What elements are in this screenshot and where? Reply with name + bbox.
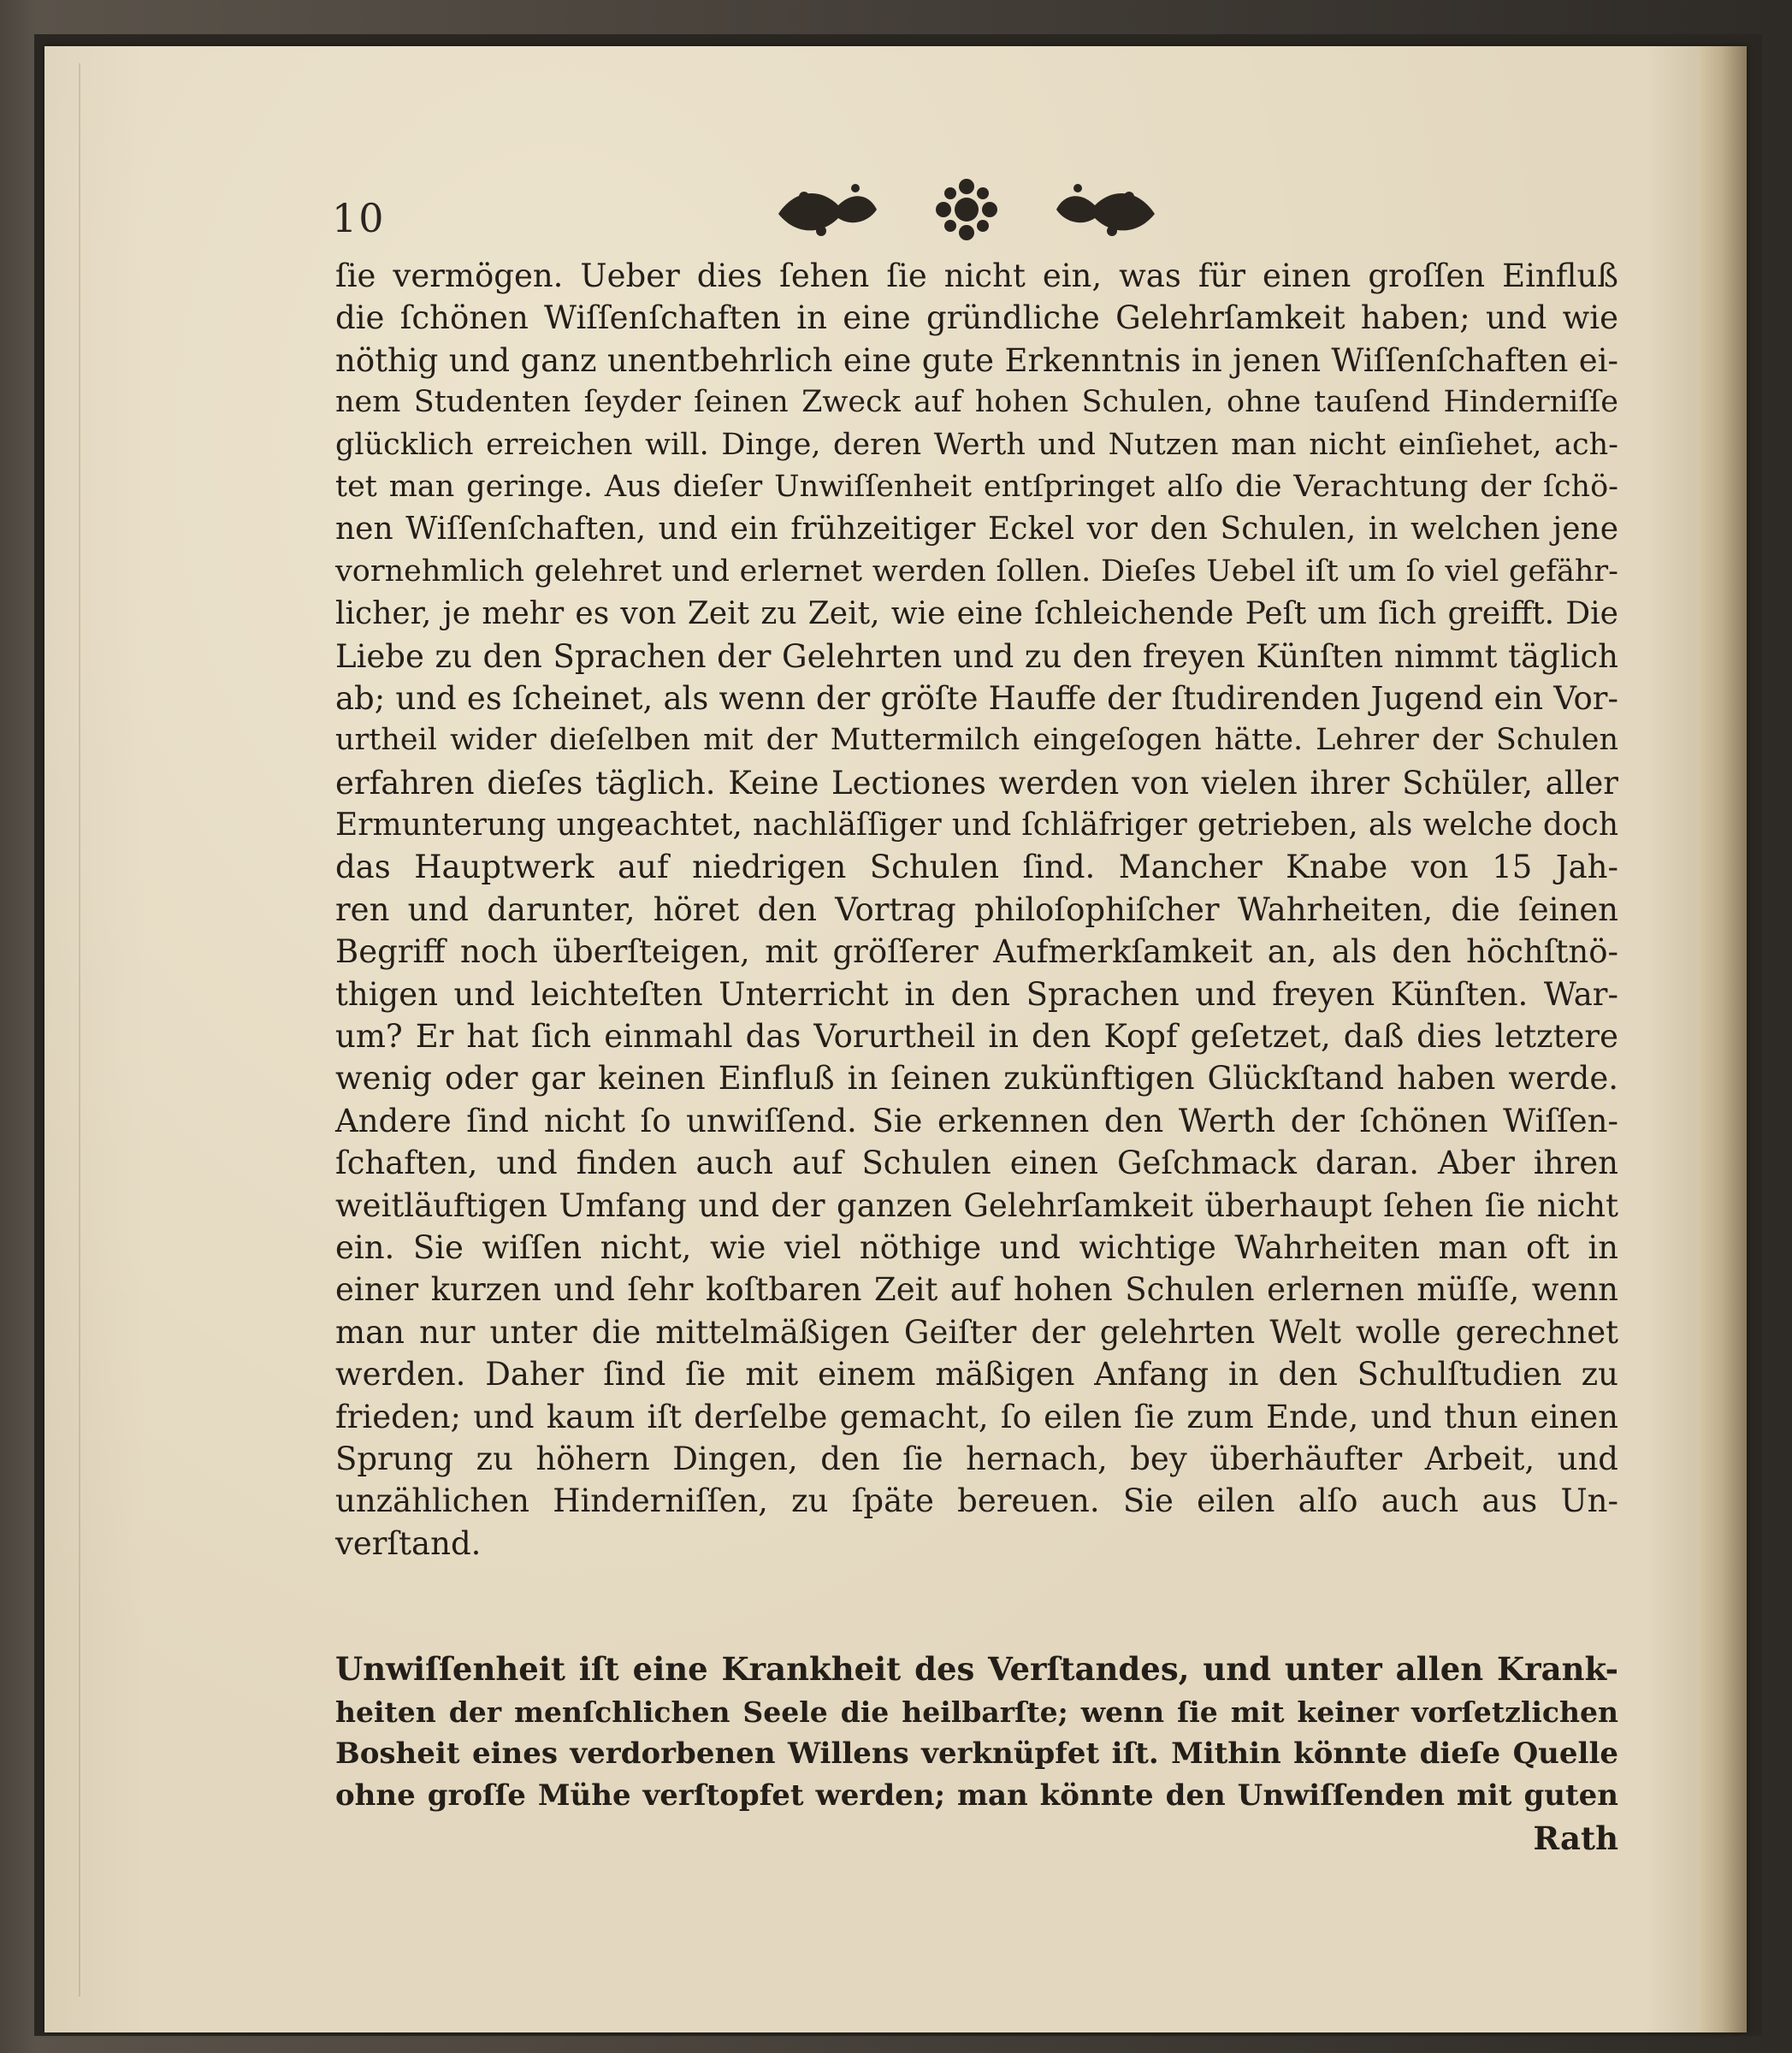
body-text — [335, 255, 1618, 1860]
page-fold-line — [79, 63, 80, 1997]
text-line: verſtand. — [335, 1524, 482, 1562]
text-line: vornehmlich gelehret und erlernet werden ſollen. Dieſes Uebel iſt um ſo viel gefähr- — [335, 553, 1618, 589]
text-line: werden. Daher ſind ſie mit einem mäßigen Anfang in den Schulſtudien zu — [335, 1356, 1618, 1393]
text-line: ohne groſſe Mühe verſtopfet werden; man könnte den Unwiſſenden mit guten — [335, 1778, 1618, 1813]
page-edge — [1697, 46, 1747, 2032]
text-line: glücklich erreichen will. Dinge, deren Werth und Nutzen man nicht einſiehet, ach- — [335, 427, 1618, 462]
text-line: Unwiſſenheit iſt eine Krankheit des Verſtandes, und unter allen Krank- — [335, 1650, 1618, 1689]
text-line: die ſchönen Wiſſenſchaften in eine gründliche Gelehrſamkeit haben; und wie — [335, 299, 1618, 337]
text-line: tet man geringe. Aus dieſer Unwiſſenheit entſpringet alſo die Verachtung der ſchö- — [335, 469, 1618, 504]
text-line: um? Er hat ſich einmahl das Vorurtheil in den Kopf geſetzet, daß dies letztere — [335, 1018, 1618, 1056]
text-line: nem Studenten ſeyder ſeinen Zweck auf hohen Schulen, ohne tauſend Hinderniſſe — [335, 385, 1618, 420]
text-line: das Hauptwerk auf niedrigen Schulen ſind. Mancher Knabe von 15 Jah- — [335, 849, 1618, 886]
text-line: weitläuftigen Umfang und der ganzen Gelehrſamkeit überhaupt ſehen ſie nicht — [335, 1186, 1618, 1224]
text-line: Ermunterung ungeachtet, nachläſſiger und ſchläfriger getrieben, als welche doch — [335, 808, 1618, 843]
text-line: heiten der menſchlichen Seele die heilbarſte; wenn ſie mit keiner vorſetzlichen — [335, 1695, 1618, 1729]
text-line: einer kurzen und ſehr koſtbaren Zeit auf hohen Schulen erlernen müſſe, wenn — [335, 1271, 1618, 1309]
text-line: ſie vermögen. Ueber dies ſehen ſie nicht ein, was für einen groſſen Einfluß — [335, 257, 1618, 294]
paragraph-gap — [335, 1565, 1618, 1648]
text-line: ab; und es ſcheinet, als wenn der gröſte Hauffe der ſtudirenden Jugend ein Vor- — [335, 679, 1618, 717]
text-line: Begriff noch überſteigen, mit gröſſerer Aufmerkſamkeit an, als den höchſtnö- — [335, 933, 1618, 971]
text-line: licher, je mehr es von Zeit zu Zeit, wie eine ſchleichende Peſt um ſich greifft. Die — [335, 596, 1618, 632]
text-line: ſchaften, und finden auch auf Schulen einen Geſchmack daran. Aber ihren — [335, 1145, 1618, 1182]
text-line: man nur unter die mittelmäßigen Geiſter der gelehrten Welt wolle gerechnet — [335, 1313, 1618, 1351]
page-number: 10 — [332, 195, 386, 241]
text-line: wenig oder gar keinen Einfluß in ſeinen zukünftigen Glückſtand haben werde. — [335, 1060, 1618, 1097]
text-line: Andere ſind nicht ſo unwiſſend. Sie erkennen den Werth der ſchönen Wiſſen- — [335, 1102, 1618, 1139]
text-line: frieden; und kaum iſt derſelbe gemacht, ſo eilen ſie zum Ende, und thun einen — [335, 1398, 1618, 1435]
text-line: urtheil wider dieſelben mit der Muttermilch eingeſogen hätte. Lehrer der Schulen — [335, 723, 1618, 758]
text-line: ren und darunter, höret den Vortrag philoſophiſcher Wahrheiten, die ſeinen — [335, 890, 1618, 928]
text-line: erfahren dieſes täglich. Keine Lectiones werden von vielen ihrer Schüler, aller — [335, 764, 1618, 802]
text-line: Bosheit eines verdorbenen Willens verknüpfet iſt. Mithin könnte dieſe Quelle — [335, 1736, 1618, 1771]
text-line: Liebe zu den Sprachen der Gelehrten und zu den freyen Künſten nimmt täglich — [335, 637, 1618, 675]
text-line: ein. Sie wiſſen nicht, wie viel nöthige und wichtige Wahrheiten man oft in — [335, 1228, 1618, 1266]
text-line: Sprung zu höhern Dingen, den ſie hernach, bey überhäufter Arbeit, und — [335, 1440, 1618, 1477]
ornament-fleuron-icon — [770, 171, 1163, 248]
text-line: thigen und leichteſten Unterricht in den Sprachen und freyen Künſten. War- — [335, 975, 1618, 1013]
text-line: unzählichen Hinderniſſen, zu ſpäte bereuen. Sie eilen alſo auch aus Un- — [335, 1482, 1618, 1520]
text-line: nöthig und ganz unentbehrlich eine gute Erkenntnis in jenen Wiſſenſchaften ei- — [335, 341, 1618, 379]
text-line: nen Wiſſenſchaften, und ein frühzeitiger Eckel vor den Schulen, in welchen jene — [335, 512, 1618, 547]
catchword: Rath — [1533, 1819, 1618, 1857]
